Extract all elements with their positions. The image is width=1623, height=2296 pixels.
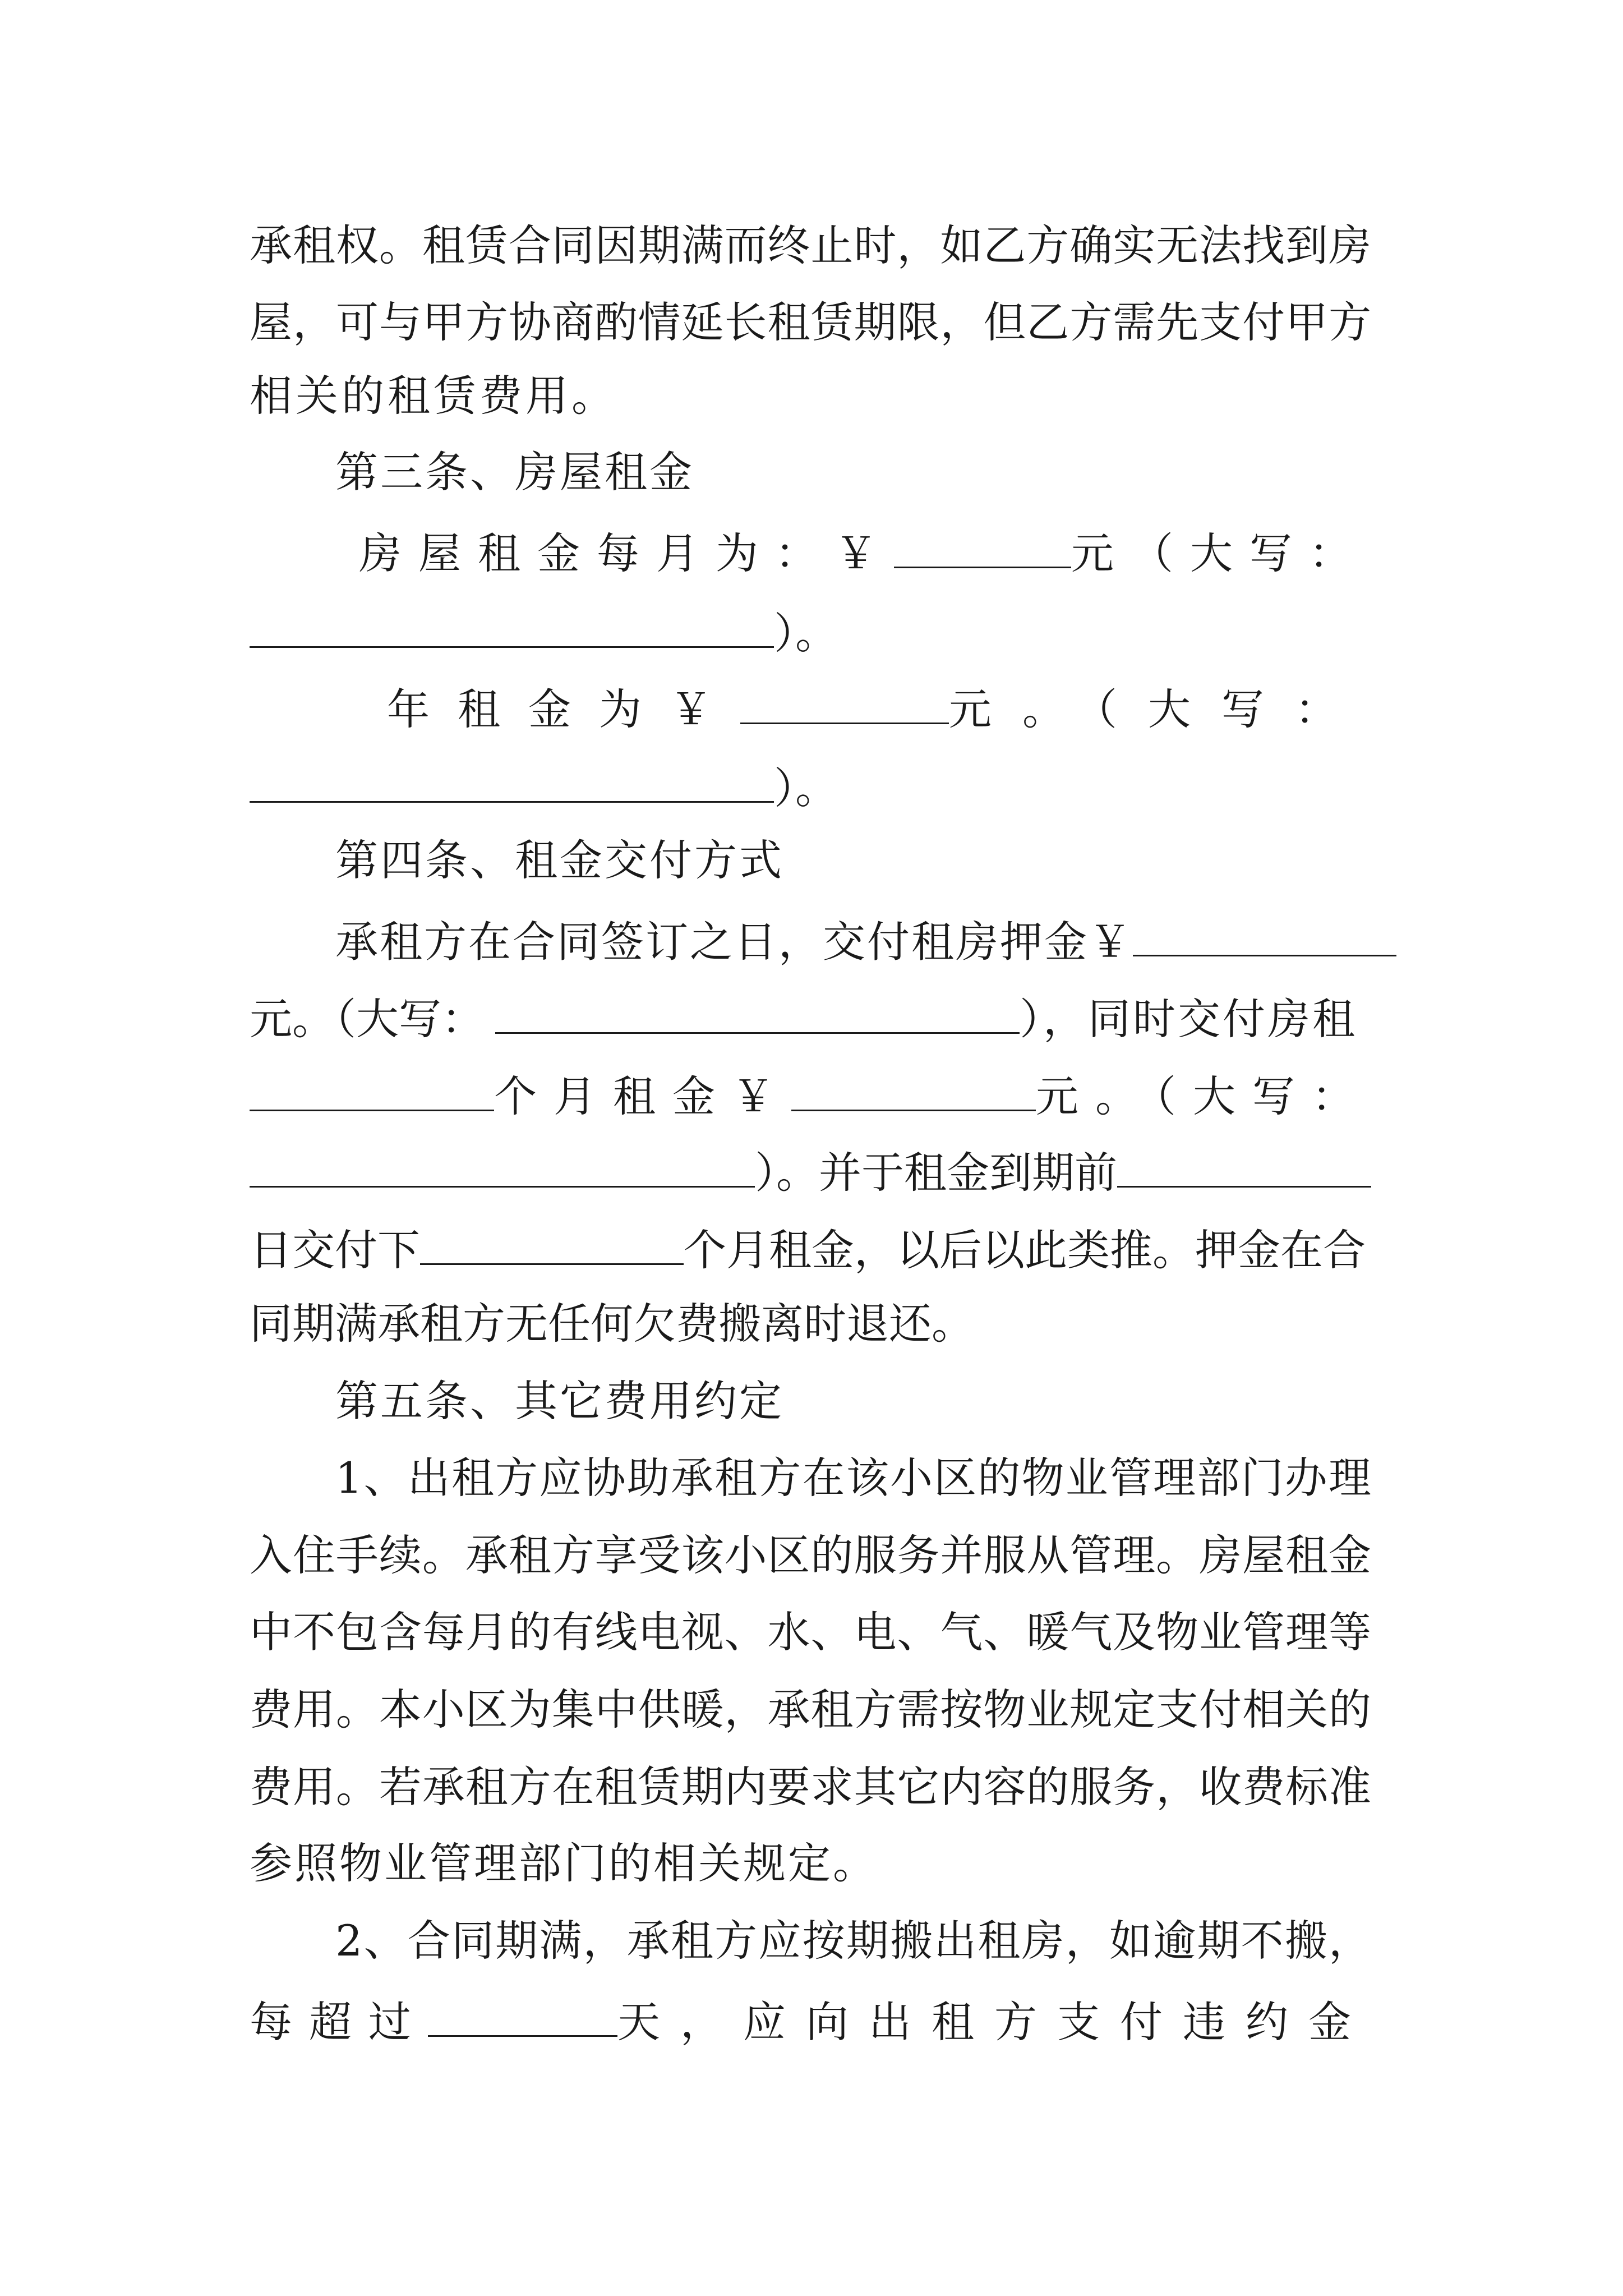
capital-amount-blank [250, 1148, 755, 1188]
clause-1-line: 入住手续。承租方享受该小区的服务并服从管理。房屋租金 [250, 1530, 1371, 1580]
monthly-rent-blank [894, 528, 1071, 568]
annual-rent-blank [740, 684, 949, 724]
clause-1-line: 费用。若承租方在租赁期内要求其它内容的服务，收费标准 [250, 1762, 1371, 1812]
para-line: 相关的租赁费用。 [250, 371, 617, 421]
clause-2-penalty-line: 每超过 天，应向出租方支付违约金 [250, 1997, 1371, 2047]
clause-1-line: 1、出租方应协助承租方在该小区的物业管理部门办理 [335, 1453, 1371, 1503]
clause-1-line: 费用。本小区为集中供暖，承租方需按物业规定支付相关的 [250, 1685, 1371, 1734]
annual-rent-line: 年租金为￥ 元。（大写： [387, 684, 1368, 735]
monthly-rent-capital-line: ）。 [250, 608, 1371, 655]
para-line: 屋，可与甲方协商酌情延长租赁期限，但乙方需先支付甲方 [250, 297, 1371, 347]
para-line: 承租权。租赁合同因期满而终止时，如乙方确实无法找到房 [250, 220, 1371, 270]
deposit-return-line: 同期满承租方无任何欠费搬离时退还。 [250, 1299, 974, 1349]
capital-amount-blank [495, 994, 1020, 1034]
next-months-blank [420, 1225, 684, 1265]
deposit-line: 承租方在合同签订之日，交付租房押金￥ [335, 917, 1371, 963]
capital-amount-blank [250, 763, 774, 803]
deposit-blank [1133, 917, 1396, 956]
clause-1-line: 中不包含每月的有线电视、水、电、气、暖气及物业管理等 [250, 1607, 1371, 1657]
rent-months-line: 个月租金￥ 元。（大写： [250, 1071, 1371, 1118]
due-date-line: ）。并于租金到期前 [250, 1148, 1371, 1194]
article-4-heading: 第四条、租金交付方式 [335, 835, 784, 885]
rent-amount-blank [791, 1071, 1036, 1111]
annual-rent-capital-line: ）。 [250, 763, 1371, 809]
capital-amount-blank [250, 608, 774, 648]
monthly-rent-line: 房屋租金每月为：￥ 元（大写： [359, 528, 1368, 579]
article-3-heading: 第三条、房屋租金 [335, 447, 694, 497]
article-5-heading: 第五条、其它费用约定 [335, 1376, 784, 1426]
clause-1-line: 参照物业管理部门的相关规定。 [250, 1838, 878, 1888]
clause-2-line: 2、合同期满，承租方应按期搬出租房，如逾期不搬， [335, 1916, 1371, 1966]
deposit-capital-line: 元。（大写： ），同时交付房租 [250, 994, 1357, 1045]
next-payment-line: 日交付下 个月租金，以后以此类推。押金在合 [250, 1225, 1366, 1276]
overdue-days-blank [428, 1997, 617, 2037]
months-blank [250, 1071, 494, 1111]
due-days-blank [1117, 1148, 1371, 1188]
